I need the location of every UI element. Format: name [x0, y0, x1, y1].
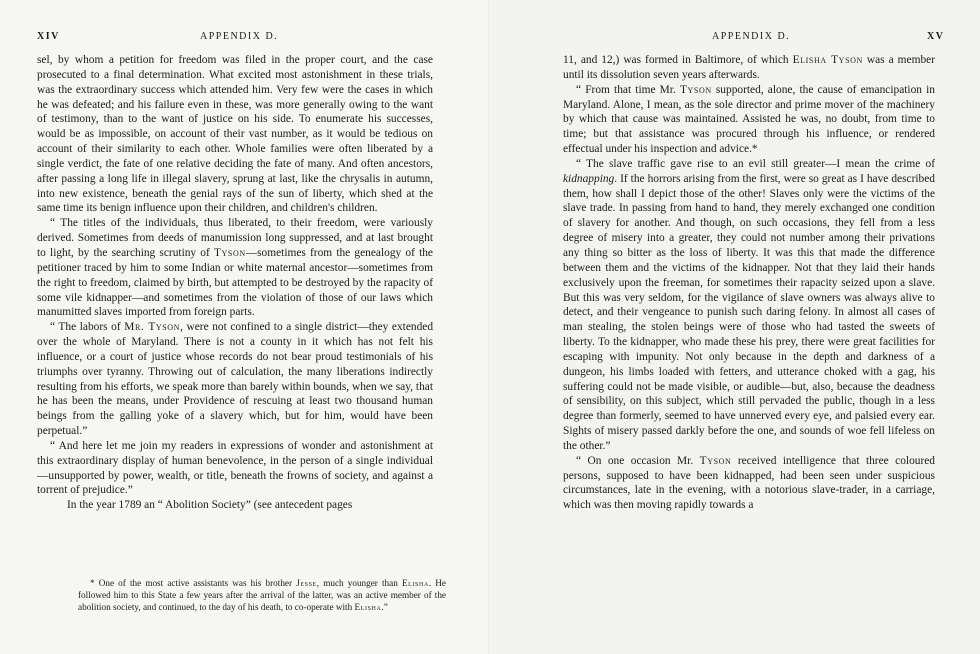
paragraph: In the year 1789 an “ Abolition Society” (see antecedent pages — [67, 499, 353, 512]
right-page — [490, 0, 980, 654]
paragraph: 11, and 12,) was formed in Baltimore, of which Elisha Tyson was a member until its dissolution seven years afterwards. — [563, 54, 936, 81]
left-page-number: XIV — [37, 31, 60, 42]
paragraph: “ From that time Mr. Tyson supported, alone, the cause of emancipation in Maryland. Alone, I mean, as the sole director and prime mover of the machinery by which that cause was maintained. Assisted he was, no doubt, from time to time; but that assistance was procured through his influence, or rendered effectual under his inspection and advice.* — [563, 83, 935, 156]
paragraph: “ The slave traffic gave rise to an evil still greater—I mean the crime of kidnapping. If the horrors arising from the first, were so great as I have described them, how shall I depict those of the other! Slaves only were the victims of the slave trade. In passing from hand to hand, they merely exchanged one condition of slavery for another. And though, on such occasions, they fell from a less degree of misery into a greater, they could not number among their privations any thing so bitter as the loss of liberty. It was this that made the difference between them and the victims of the kidnapper. Not that they laid their hands exclusively upon the freeman, for sometimes their rapacity seized upon a slave. But this was very seldom, for the vigilance of slave owners was always alive to detect, and their vengeance to punish such daring felony. In almost all cases of man stealing, the stolen beings were of those who had tasted the sweets of liberty. To the kidnapper, who made these his prey, there were great facilities for escaping with impunity. Not only because in the depth and darkness of a dungeon, his limbs loaded with fetters, and utterance choked with a gag, his suffering could not be made visible, or audible—but, also, because the deadness of sensibility, on this subject, which still pervaded the public, though in a less degree than formerly, seemed to have unnerved every eye, and palsied every ear. Sights of misery passed darkly before the one, and sounds of woe fell lifeless on the other.” — [563, 157, 935, 452]
paragraph: “ And here let me join my readers in expressions of wonder and astonishment at this extraordinary display of human benevolence, in the person of a single individual—unsupported by power, wealth, or title, beneath the frowns of society, and against a torrent of prejudice.” — [37, 439, 433, 497]
paragraph: “ The labors of Mr. Tyson, were not confined to a single district—they extended over the whole of Maryland. There is not a county in it which has not felt his influence, or a court of justice whose records do not bear proud testimonials of his triumphs over tyranny. Throwing out of calculation, the many liberations indirectly resulting from his efforts, we speak more than barely within bounds, when we say, that he has been the means, under Providence of rescuing at least two thousand human beings from the galling yoke of a slavery which, but for him, would have been perpetual.” — [37, 321, 434, 438]
left-running-head: APPENDIX D. — [200, 31, 279, 42]
right-body-text — [563, 53, 935, 513]
paragraph: “ The titles of the individuals, thus liberated, to their freedom, were variously derived. Sometimes from deeds of manumission long suppressed, and at last brought to light, by the searching scrutiny of Tyson—sometimes from the genealogy of the petitioner traced by him to some Indian or white maternal ancestor—sometimes from the right to freedom, claimed by birth, but attempted to be destroyed by the rapacity of some vile kidnapper—and sometimes from the violation of those of our laws which manumitted slaves imported from foreign parts. — [37, 217, 433, 319]
paragraph: “ On one occasion Mr. Tyson received intelligence that three coloured persons, supposed to have been kidnapped, had been seen under suspicious circumstances, late in the evening, with a notorious slave-trader, in a carriage, which was then moving rapidly towards a — [563, 454, 936, 512]
right-page-number: XV — [927, 31, 945, 42]
left-body-text — [37, 53, 433, 513]
right-running-head: APPENDIX D. — [712, 31, 791, 42]
footnote: * One of the most active assistants was his brother Jesse, much younger than Elisha. He followed him to this State a few years after the arrival of the latter, was an active member of the abolition society, and continued, to the day of his death, to co-operate with Elisha.” — [78, 578, 447, 613]
paragraph: sel, by whom a petition for freedom was filed in the proper court, and the case prosecuted to a final determination. What excited most astonishment in these trials, was the extraordinary success which attended him. Very few were the cases in which he was defeated; and his failure even in these, was more generally owing to the want of testimony, than to the want of justice on his side. To enumerate his successes, would be as impossible, on account of their vast number, as it would be tedious on account of their similarity to each other. Whole families were often liberated by a single verdict, the fate of one relative deciding the fate of many. And often ancestors, after passing a long life in illegal slavery, sprung at last, like the chrysalis in autumn, into new existence, beneath the genial rays of the sun of liberty, which shed at the same time its benign influence upon their children, and children's children. — [37, 54, 433, 215]
